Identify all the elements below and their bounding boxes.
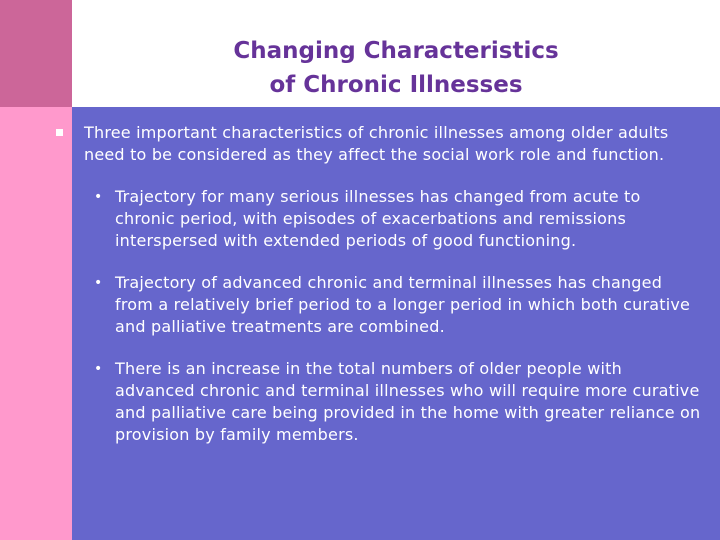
square-bullet-icon bbox=[56, 129, 63, 136]
dot-bullet-icon: • bbox=[94, 361, 103, 377]
sub-point-text: Trajectory for many serious illnesses has changed from acute to chronic period, with episodes of exacerbations and remissions interspersed with extended periods of good functioning. bbox=[115, 187, 641, 250]
dot-bullet-icon: • bbox=[94, 189, 103, 205]
sub-point bbox=[94, 186, 704, 252]
sub-point-text: Trajectory of advanced chronic and terminal illnesses has changed from a relatively brief period to a longer period in which both curative and palliative treatments are combined. bbox=[115, 273, 691, 336]
slide-title bbox=[72, 34, 720, 102]
main-point bbox=[84, 122, 704, 166]
sub-point-list bbox=[84, 186, 704, 446]
sub-point bbox=[94, 272, 704, 338]
sub-point bbox=[94, 358, 704, 446]
left-accent-top bbox=[0, 0, 72, 107]
left-accent-bottom bbox=[0, 107, 72, 540]
dot-bullet-icon: • bbox=[94, 275, 103, 291]
main-point-text: Three important characteristics of chronic illnesses among older adults need to be considered as they affect the social work role and function. bbox=[84, 123, 669, 164]
slide-content bbox=[84, 122, 704, 446]
sub-point-text: There is an increase in the total numbers of older people with advanced chronic and terminal illnesses who will require more curative and palliative care being provided in the home with greater reliance on provision by family members. bbox=[115, 359, 701, 444]
slide-title-line-2: of Chronic Illnesses bbox=[269, 72, 523, 98]
slide-title-line-1: Changing Characteristics bbox=[233, 38, 559, 64]
